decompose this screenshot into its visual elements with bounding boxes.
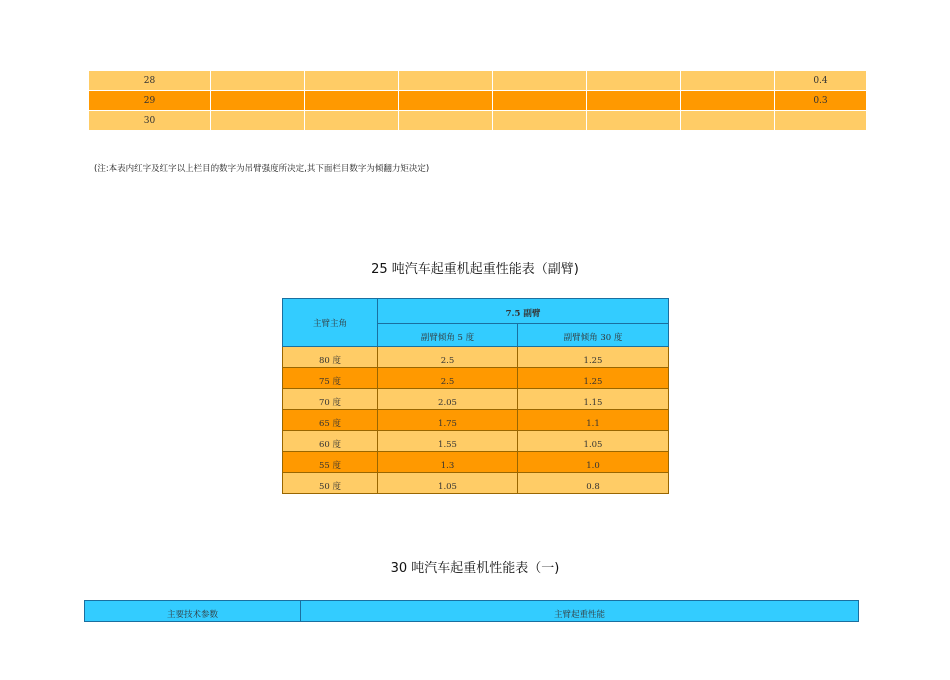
row-label: 30 <box>89 111 211 131</box>
row-value <box>775 111 867 131</box>
header-row <box>85 601 859 622</box>
jib-performance-table <box>282 298 669 494</box>
value-30deg: 1.25 <box>518 368 669 389</box>
value-30deg: 1.15 <box>518 389 669 410</box>
header-row <box>283 299 669 324</box>
value-30deg: 1.05 <box>518 431 669 452</box>
row-label: 29 <box>89 91 211 111</box>
header-col-5deg: 副臂倾角 5 度 <box>378 324 518 347</box>
jib-table-title: 25 吨汽车起重机起重性能表（副臂) <box>371 262 579 277</box>
header-tech-params: 主要技术参数 <box>85 601 301 622</box>
table-row <box>89 111 867 131</box>
row-value: 0.4 <box>775 71 867 91</box>
header-col-30deg: 副臂倾角 30 度 <box>518 324 669 347</box>
value-5deg: 1.3 <box>378 452 518 473</box>
table-row <box>283 452 669 473</box>
header-jib: 7.5 副臂 <box>378 299 669 324</box>
header-main-boom: 主臂起重性能 <box>301 601 859 622</box>
value-5deg: 2.5 <box>378 347 518 368</box>
value-5deg: 1.55 <box>378 431 518 452</box>
angle-cell: 70 度 <box>283 389 378 410</box>
table-row <box>283 347 669 368</box>
table-row <box>89 91 867 111</box>
table-row <box>283 473 669 494</box>
load-table-continued <box>88 70 867 131</box>
table-row <box>283 410 669 431</box>
value-30deg: 1.0 <box>518 452 669 473</box>
angle-cell: 55 度 <box>283 452 378 473</box>
value-30deg: 1.1 <box>518 410 669 431</box>
angle-cell: 60 度 <box>283 431 378 452</box>
value-5deg: 2.5 <box>378 368 518 389</box>
table-row <box>283 368 669 389</box>
value-5deg: 1.75 <box>378 410 518 431</box>
value-5deg: 1.05 <box>378 473 518 494</box>
value-30deg: 0.8 <box>518 473 669 494</box>
table-note: (注:本表内红字及红字以上栏目的数字为吊臂强度所决定,其下面栏目数字为倾翻力矩决定) <box>94 164 430 174</box>
angle-cell: 80 度 <box>283 347 378 368</box>
angle-cell: 65 度 <box>283 410 378 431</box>
value-5deg: 2.05 <box>378 389 518 410</box>
angle-cell: 50 度 <box>283 473 378 494</box>
table-row <box>283 431 669 452</box>
table-row <box>283 389 669 410</box>
angle-cell: 75 度 <box>283 368 378 389</box>
value-30deg: 1.25 <box>518 347 669 368</box>
header-main-angle: 主臂主角 <box>283 299 378 347</box>
spec-table-title: 30 吨汽车起重机性能表（一) <box>390 561 560 576</box>
table-row <box>89 71 867 91</box>
row-label: 28 <box>89 71 211 91</box>
spec-table <box>84 600 859 622</box>
row-value: 0.3 <box>775 91 867 111</box>
